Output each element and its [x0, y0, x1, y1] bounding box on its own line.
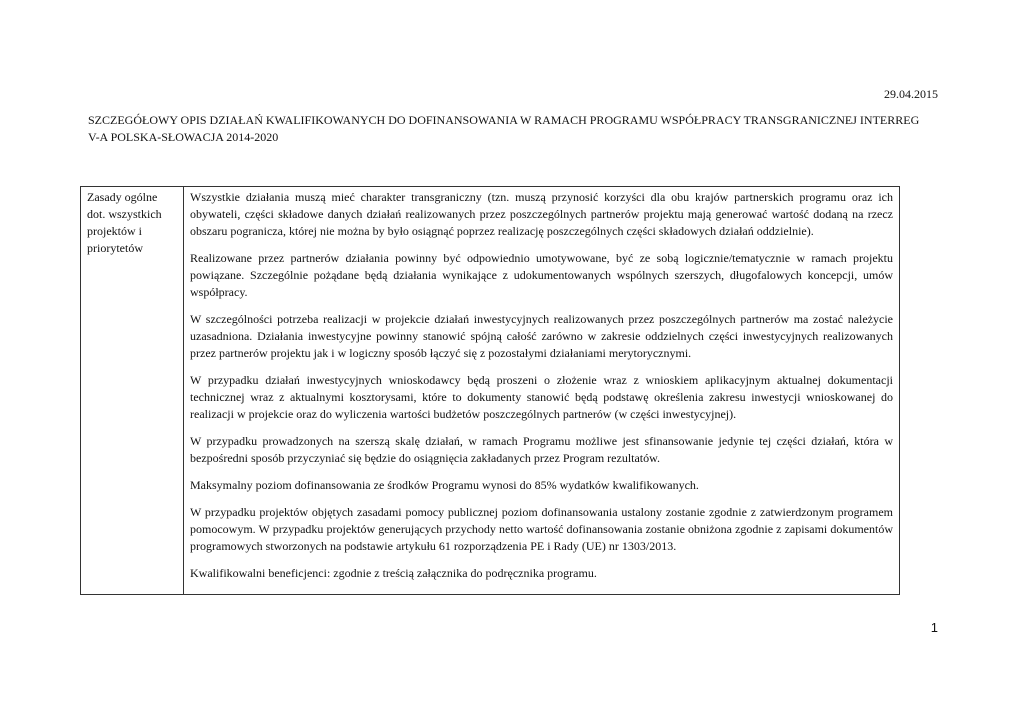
row-content-cell — [184, 187, 900, 595]
paragraph: Kwalifikowalni beneficjenci: zgodnie z treścią załącznika do podręcznika programu. — [190, 566, 597, 580]
paragraph: W szczególności potrzeba realizacji w projekcie działań inwestycyjnych realizowanych przez poszczególnych partnerów ma zostać należycie uzasadniona. Działania inwestycyjne powinny stanowić spójną całość zarówno w zakresie oddzielnych części inwestycyjnych realizowanych przez partnerów projektu jak i w logiczny sposób łączyć się z pozostałymi działaniami merytorycznymi. — [190, 312, 893, 360]
paragraph: Wszystkie działania muszą mieć charakter transgraniczny (tzn. muszą przynosić korzyści dla obu krajów partnerskich programu oraz ich obywateli, części składowe danych działań realizowanych przez poszczególnych partnerów projektu mają generować wartość dodaną na rzecz obszaru pogranicza, której nie można by było osiągnąć poprzez realizację poszczególnych części składowych działań oddzielnie). — [190, 190, 893, 238]
table-row — [81, 187, 900, 595]
document-date: 29.04.2015 — [884, 87, 938, 101]
paragraph: Maksymalny poziom dofinansowania ze środków Programu wynosi do 85% wydatków kwalifikowanych. — [190, 478, 699, 492]
paragraph: Realizowane przez partnerów działania powinny być odpowiednio umotywowane, być ze sobą logicznie/tematycznie w ramach projektu powiązane. Szczególnie pożądane będą działania wynikające z udokumentowanych wspólnych szerszych, długofalowych koncepcji, umów współpracy. — [190, 251, 893, 299]
row-label-line: dot. wszystkich — [87, 207, 162, 221]
title-line: SZCZEGÓŁOWY OPIS DZIAŁAŃ KWALIFIKOWANYCH DO DOFINANSOWANIA W RAMACH PROGRAMU WSPÓŁPRACY TRANSGRANICZNEJ INTERREG — [88, 113, 920, 127]
row-label-line: Zasady ogólne — [87, 190, 158, 204]
paragraph: W przypadku projektów objętych zasadami pomocy publicznej poziom dofinansowania ustalony zostanie zgodnie z zatwierdzonym programem pomocowym. W przypadku projektów generujących przychody netto wartość dofinansowania zostanie obniżona zgodnie z zapisami dokumentów programowych stworzonych na podstawie artykułu 61 rozporządzenia PE i Rady (UE) nr 1303/2013. — [190, 505, 893, 553]
row-label-line: priorytetów — [87, 241, 143, 255]
row-label-cell — [81, 187, 184, 595]
rules-table — [80, 186, 900, 595]
row-label-line: projektów i — [87, 224, 142, 238]
page-number: 1 — [930, 620, 938, 635]
document-title — [88, 112, 938, 146]
title-line: V-A POLSKA-SŁOWACJA 2014-2020 — [88, 130, 279, 144]
paragraph: W przypadku działań inwestycyjnych wnioskodawcy będą proszeni o złożenie wraz z wnioskiem aplikacyjnym aktualnej dokumentacji technicznej wraz z aktualnymi kosztorysami, które to dokumenty stanowić będą podstawę określenia zakresu inwestycji wnioskowanej do realizacji w projekcie oraz do wyliczenia wartości budżetów poszczególnych partnerów (w części inwestycyjnej). — [190, 373, 893, 421]
paragraph: W przypadku prowadzonych na szerszą skalę działań, w ramach Programu możliwe jest sfinansowanie jedynie tej części działań, która w bezpośredni sposób przyczyniać się będzie do osiągnięcia zakładanych przez Program rezultatów. — [190, 434, 893, 465]
